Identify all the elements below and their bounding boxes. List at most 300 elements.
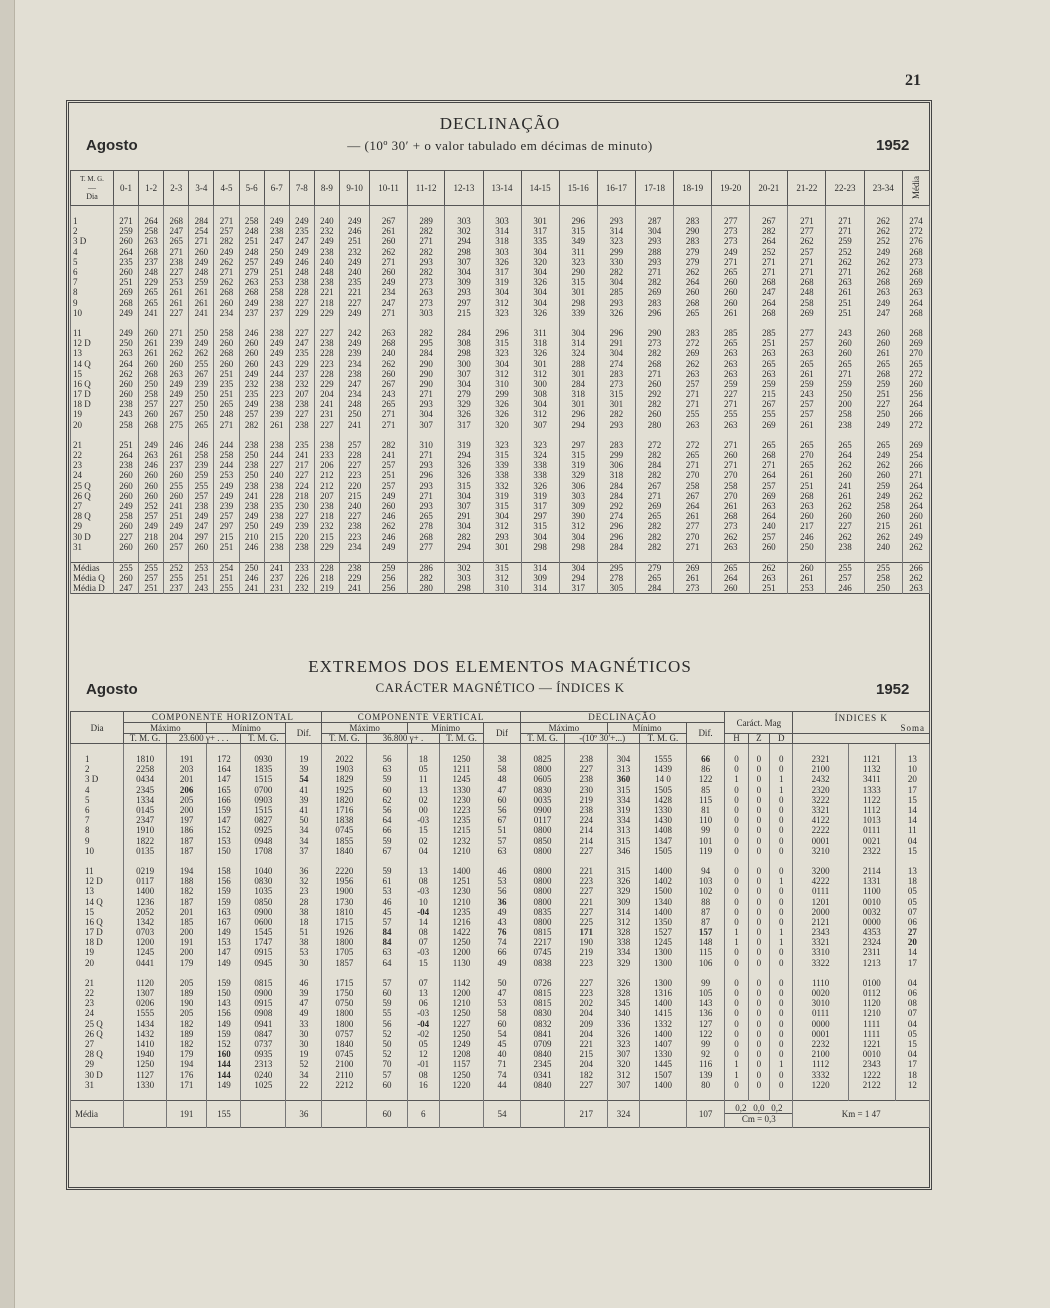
cell-value: 265 bbox=[826, 358, 864, 368]
cell-value: 0745 bbox=[322, 825, 367, 835]
cell-value: 261 bbox=[264, 420, 289, 430]
cell-value: 38 bbox=[484, 754, 520, 764]
cell-value: 319 bbox=[608, 805, 640, 815]
cell-value: 323 bbox=[483, 308, 521, 318]
cell-value: 296 bbox=[559, 409, 597, 419]
declinacao-month: Agosto bbox=[86, 137, 138, 154]
mean-value: 262 bbox=[750, 562, 788, 573]
cell-value: 164 bbox=[207, 764, 241, 774]
cell-value: 3332 bbox=[793, 1069, 848, 1079]
cell-value: 249 bbox=[264, 348, 289, 358]
cell-value: 235 bbox=[214, 379, 239, 389]
mean-value: 303 bbox=[445, 573, 483, 583]
cell-value: 47 bbox=[286, 998, 322, 1008]
cell-value: 273 bbox=[407, 277, 445, 287]
cell-value: 263 bbox=[826, 277, 864, 287]
mean-value: 294 bbox=[559, 573, 597, 583]
cell-value: 238 bbox=[289, 420, 314, 430]
table-row bbox=[71, 481, 930, 491]
cell-value: 66 bbox=[686, 754, 724, 764]
table-row bbox=[71, 846, 930, 856]
day-label: 8 bbox=[71, 287, 114, 297]
cell-value: 265 bbox=[788, 460, 826, 470]
cell-value: 1903 bbox=[322, 764, 367, 774]
table-row bbox=[71, 825, 930, 835]
cell-value: 1120 bbox=[848, 998, 895, 1008]
cell-value: 187 bbox=[166, 896, 206, 906]
cell-value: 1250 bbox=[439, 1069, 484, 1079]
cell-value: 2220 bbox=[322, 866, 367, 876]
cell-value: 46 bbox=[367, 896, 407, 906]
cell-value: 326 bbox=[483, 409, 521, 419]
cell-value: 147 bbox=[207, 815, 241, 825]
cell-value: 237 bbox=[264, 308, 289, 318]
cell-value: 92 bbox=[686, 1049, 724, 1059]
cell-value: 28 bbox=[286, 896, 322, 906]
cell-value: 272 bbox=[674, 440, 712, 450]
cell-value: 0 bbox=[748, 1049, 769, 1059]
mean-value: 241 bbox=[239, 583, 264, 594]
cell-value: 1130 bbox=[439, 958, 484, 968]
cell-value: 1555 bbox=[124, 1008, 167, 1018]
cell-value: 296 bbox=[559, 216, 597, 226]
cell-value: 270 bbox=[903, 348, 930, 358]
cell-value: 279 bbox=[674, 257, 712, 267]
cell-value: 239 bbox=[339, 348, 369, 358]
cell-value: 259 bbox=[712, 379, 750, 389]
cell-value: 48 bbox=[484, 774, 520, 784]
cell-value: 268 bbox=[139, 369, 164, 379]
cell-value: 1810 bbox=[124, 754, 167, 764]
cell-value: 264 bbox=[826, 450, 864, 460]
cell-value: 238 bbox=[164, 257, 189, 267]
cell-value: 229 bbox=[314, 542, 339, 552]
cell-value: 247 bbox=[264, 236, 289, 246]
cell-value: 49 bbox=[484, 958, 520, 968]
cell-value: 301 bbox=[559, 287, 597, 297]
cell-value: 317 bbox=[521, 501, 559, 511]
cell-value: 200 bbox=[166, 805, 206, 815]
mean-value: 229 bbox=[339, 573, 369, 583]
cell-value: 1025 bbox=[241, 1080, 286, 1090]
cell-value: 261 bbox=[164, 450, 189, 460]
cell-value: 143 bbox=[207, 998, 241, 1008]
cell-value: 101 bbox=[686, 836, 724, 846]
cell-value: 272 bbox=[674, 338, 712, 348]
cell-value: 1 bbox=[770, 774, 793, 784]
cell-value: 60 bbox=[367, 1080, 407, 1090]
cell-value: 248 bbox=[189, 267, 214, 277]
mean-value: 304 bbox=[559, 562, 597, 573]
cell-value: 249 bbox=[189, 511, 214, 521]
cell-value: 246 bbox=[239, 542, 264, 552]
cell-value: 0726 bbox=[520, 978, 565, 988]
cell-value: 257 bbox=[339, 440, 369, 450]
cell-value: 304 bbox=[597, 277, 635, 287]
cell-value: 251 bbox=[239, 236, 264, 246]
cell-value: 284 bbox=[597, 542, 635, 552]
cell-value: 0 bbox=[725, 876, 748, 886]
cell-value: 323 bbox=[521, 440, 559, 450]
cell-value: 1210 bbox=[439, 998, 484, 1008]
day-label: 18 D bbox=[71, 937, 124, 947]
cell-value: 270 bbox=[674, 531, 712, 541]
cell-value: 64 bbox=[367, 815, 407, 825]
cell-value: 260 bbox=[114, 267, 139, 277]
cell-value: 310 bbox=[407, 440, 445, 450]
cell-value: 250 bbox=[189, 389, 214, 399]
mean-value: 266 bbox=[903, 562, 930, 573]
cell-value: 1400 bbox=[640, 866, 687, 876]
cell-value: 227 bbox=[289, 298, 314, 308]
cell-value: 268 bbox=[635, 358, 673, 368]
table-row bbox=[71, 988, 930, 998]
cell-value: 238 bbox=[264, 298, 289, 308]
day-label: 29 bbox=[71, 521, 114, 531]
cell-value: 204 bbox=[565, 1008, 608, 1018]
table-row bbox=[71, 348, 930, 358]
mean-value: 260 bbox=[788, 562, 826, 573]
cell-value: 306 bbox=[597, 460, 635, 470]
cell-value: 238 bbox=[239, 440, 264, 450]
cell-value: 15 bbox=[407, 825, 439, 835]
cell-value: 324 bbox=[521, 450, 559, 460]
soma-label: Soma bbox=[900, 722, 925, 733]
cell-value: 264 bbox=[750, 511, 788, 521]
cell-value: 0 bbox=[725, 896, 748, 906]
cell-value: 1330 bbox=[640, 805, 687, 815]
cell-value: 1316 bbox=[640, 988, 687, 998]
cell-value: 241 bbox=[289, 450, 314, 460]
cell-value: 269 bbox=[635, 287, 673, 297]
cell-value: 14 bbox=[407, 917, 439, 927]
cell-value: 152 bbox=[207, 825, 241, 835]
cell-value: 219 bbox=[565, 947, 608, 957]
cell-value: 218 bbox=[314, 511, 339, 521]
day-label: 31 bbox=[71, 1080, 124, 1090]
cell-value: 18 bbox=[895, 876, 929, 886]
cell-value: 264 bbox=[139, 216, 164, 226]
cell-value: 1232 bbox=[439, 836, 484, 846]
cell-value: 253 bbox=[164, 277, 189, 287]
cell-value: 1715 bbox=[322, 978, 367, 988]
mean-value: 260 bbox=[114, 573, 139, 583]
cell-value: 0915 bbox=[241, 947, 286, 957]
cell-value: 0 bbox=[748, 1059, 769, 1069]
cell-value: 227 bbox=[565, 978, 608, 988]
spacer-row bbox=[71, 430, 930, 440]
cell-value: 66 bbox=[367, 825, 407, 835]
mean-value: 286 bbox=[407, 562, 445, 573]
cell-value: 4222 bbox=[793, 876, 848, 886]
mean-value: 261 bbox=[674, 573, 712, 583]
cell-value: 309 bbox=[559, 501, 597, 511]
cell-value: 238 bbox=[289, 277, 314, 287]
cell-value: 159 bbox=[207, 896, 241, 906]
cell-value: 56 bbox=[367, 1019, 407, 1029]
cell-value: 268 bbox=[903, 267, 930, 277]
cell-value: 182 bbox=[166, 1039, 206, 1049]
v-dif: Dif bbox=[484, 723, 520, 744]
cell-value: 317 bbox=[483, 267, 521, 277]
cell-value: 0 bbox=[725, 1029, 748, 1039]
table-row bbox=[71, 216, 930, 226]
cell-value: 40 bbox=[484, 1049, 520, 1059]
cell-value: 60 bbox=[367, 785, 407, 795]
cell-value: 1 bbox=[725, 927, 748, 937]
cell-value: 262 bbox=[864, 226, 902, 236]
cell-value: 283 bbox=[674, 216, 712, 226]
cell-value: 249 bbox=[264, 216, 289, 226]
cell-value: 07 bbox=[407, 978, 439, 988]
cell-value: 1545 bbox=[241, 927, 286, 937]
media-header bbox=[903, 171, 930, 206]
cell-value: 298 bbox=[445, 348, 483, 358]
cell-value: 147 bbox=[207, 947, 241, 957]
cell-value: 0800 bbox=[520, 846, 565, 856]
cell-value: 329 bbox=[608, 886, 640, 896]
cell-value: 1208 bbox=[439, 1049, 484, 1059]
cell-value: 230 bbox=[289, 501, 314, 511]
day-label: 23 bbox=[71, 998, 124, 1008]
cell-value: 248 bbox=[139, 267, 164, 277]
day-label: 17 D bbox=[71, 389, 114, 399]
cell-value: 227 bbox=[864, 399, 902, 409]
cell-value: 259 bbox=[114, 226, 139, 236]
cell-value: 0 bbox=[770, 795, 793, 805]
cell-value: 297 bbox=[189, 531, 214, 541]
cell-value: 262 bbox=[788, 236, 826, 246]
cell-value: 0850 bbox=[241, 896, 286, 906]
cell-value: 251 bbox=[214, 389, 239, 399]
cell-value: 14 bbox=[895, 815, 929, 825]
cell-value: 36 bbox=[286, 866, 322, 876]
mean-value: 238 bbox=[339, 562, 369, 573]
empty bbox=[241, 1100, 286, 1127]
cell-value: 00 bbox=[407, 805, 439, 815]
cell-value: 268 bbox=[370, 338, 408, 348]
v-maximo: Máximo bbox=[322, 723, 407, 734]
cell-value: 247 bbox=[370, 298, 408, 308]
cell-value: 1505 bbox=[640, 785, 687, 795]
cell-value: 0 bbox=[725, 958, 748, 968]
cell-value: 0 bbox=[748, 886, 769, 896]
day-label: 25 Q bbox=[71, 1019, 124, 1029]
cell-value: 335 bbox=[521, 236, 559, 246]
cell-value: 0 bbox=[725, 917, 748, 927]
cell-value: 0 bbox=[725, 1049, 748, 1059]
cell-value: 271 bbox=[750, 257, 788, 267]
hzd-values: 0,2 0,0 0,2 bbox=[735, 1103, 783, 1114]
day-label: 11 bbox=[71, 866, 124, 876]
cell-value: 261 bbox=[788, 369, 826, 379]
hour-header: 4-5 bbox=[214, 171, 239, 206]
cell-value: 251 bbox=[370, 470, 408, 480]
cell-value: 304 bbox=[483, 287, 521, 297]
extremos-header-row-1 bbox=[71, 712, 930, 723]
cell-value: 291 bbox=[445, 511, 483, 521]
table-row bbox=[71, 328, 930, 338]
cell-value: 63 bbox=[367, 764, 407, 774]
cell-value: 238 bbox=[339, 521, 369, 531]
cell-value: 304 bbox=[635, 226, 673, 236]
table-bottom bbox=[71, 594, 930, 595]
mean-label: Média Q bbox=[71, 573, 114, 583]
cell-value: 204 bbox=[314, 389, 339, 399]
cell-value: 1428 bbox=[640, 795, 687, 805]
cell-value: 0111 bbox=[848, 825, 895, 835]
cell-value: 246 bbox=[370, 511, 408, 521]
cell-value: 326 bbox=[597, 308, 635, 318]
cell-value: 0001 bbox=[793, 836, 848, 846]
cell-value: 271 bbox=[750, 267, 788, 277]
cell-value: 0 bbox=[725, 1008, 748, 1018]
cell-value: 214 bbox=[565, 836, 608, 846]
cell-value: 04 bbox=[895, 836, 929, 846]
cell-value: 271 bbox=[903, 470, 930, 480]
cell-value: 0935 bbox=[241, 1049, 286, 1059]
cell-value: 241 bbox=[189, 308, 214, 318]
table-row bbox=[71, 866, 930, 876]
cell-value: 240 bbox=[370, 348, 408, 358]
cell-value: 206 bbox=[314, 460, 339, 470]
cell-value: 271 bbox=[164, 247, 189, 257]
cell-value: 0841 bbox=[520, 1029, 565, 1039]
cell-value: 0 bbox=[770, 886, 793, 896]
cell-value: 215 bbox=[750, 389, 788, 399]
cell-value: 1200 bbox=[439, 988, 484, 998]
cell-value: 221 bbox=[314, 287, 339, 297]
cell-value: 246 bbox=[239, 328, 264, 338]
mean-value: 256 bbox=[370, 583, 408, 594]
cell-value: 260 bbox=[139, 470, 164, 480]
cell-value: 338 bbox=[608, 937, 640, 947]
cell-value: 249 bbox=[370, 491, 408, 501]
cell-value: 63 bbox=[367, 947, 407, 957]
cell-value: 260 bbox=[189, 542, 214, 552]
binding-margin bbox=[0, 0, 15, 1308]
cell-value: -03 bbox=[407, 886, 439, 896]
mean-value: 309 bbox=[521, 573, 559, 583]
cell-value: 253 bbox=[214, 470, 239, 480]
cell-value: 234 bbox=[214, 308, 239, 318]
cell-value: 0745 bbox=[322, 1049, 367, 1059]
cell-value: 249 bbox=[264, 257, 289, 267]
cell-value: 271 bbox=[407, 491, 445, 501]
cell-value: 1857 bbox=[322, 958, 367, 968]
cell-value: 239 bbox=[164, 338, 189, 348]
cell-value: 287 bbox=[635, 216, 673, 226]
cell-value: 260 bbox=[114, 521, 139, 531]
cell-value: 301 bbox=[521, 216, 559, 226]
cell-value: 241 bbox=[826, 481, 864, 491]
cell-value: 15 bbox=[407, 958, 439, 968]
cell-value: 04 bbox=[895, 1049, 929, 1059]
cell-value: 1040 bbox=[241, 866, 286, 876]
cell-value: 227 bbox=[565, 1080, 608, 1090]
cell-value: 328 bbox=[608, 927, 640, 937]
cell-value: 4122 bbox=[793, 815, 848, 825]
cell-value: 271 bbox=[712, 440, 750, 450]
cell-value: 0 bbox=[748, 754, 769, 764]
cell-value: 315 bbox=[559, 450, 597, 460]
cell-value: 299 bbox=[483, 389, 521, 399]
cell-value: 1750 bbox=[322, 988, 367, 998]
cell-value: 271 bbox=[164, 328, 189, 338]
cell-value: 257 bbox=[189, 491, 214, 501]
cell-value: 238 bbox=[289, 542, 314, 552]
cell-value: 260 bbox=[712, 287, 750, 297]
cell-value: 1334 bbox=[124, 795, 167, 805]
cell-value: 0 bbox=[748, 978, 769, 988]
cell-value: 08 bbox=[407, 1069, 439, 1079]
cell-value: 315 bbox=[559, 277, 597, 287]
cell-value: 1705 bbox=[322, 947, 367, 957]
cell-value: 13 bbox=[895, 754, 929, 764]
cell-value: 2232 bbox=[793, 1039, 848, 1049]
mean-value: 265 bbox=[635, 573, 673, 583]
cell-value: 0 bbox=[748, 1029, 769, 1039]
cell-value: 282 bbox=[597, 267, 635, 277]
cell-value: 323 bbox=[483, 440, 521, 450]
cell-value: 11 bbox=[407, 774, 439, 784]
cell-value: 260 bbox=[674, 287, 712, 297]
cell-value: 249 bbox=[239, 298, 264, 308]
cell-value: 240 bbox=[864, 542, 902, 552]
cell-value: 264 bbox=[674, 501, 712, 511]
cell-value: 0 bbox=[770, 1080, 793, 1090]
cell-value: 301 bbox=[483, 542, 521, 552]
cell-value: 0 bbox=[770, 764, 793, 774]
day-label: 19 bbox=[71, 409, 114, 419]
cell-value: 319 bbox=[483, 277, 521, 287]
cell-value: 30 bbox=[286, 1039, 322, 1049]
cell-value: 238 bbox=[264, 542, 289, 552]
v-minimo: Mínimo bbox=[407, 723, 484, 734]
cell-value: 1555 bbox=[640, 754, 687, 764]
cell-value: 326 bbox=[445, 470, 483, 480]
mean-value: 250 bbox=[239, 562, 264, 573]
hour-header: 13-14 bbox=[483, 171, 521, 206]
cell-value: 259 bbox=[189, 470, 214, 480]
cell-value: 250 bbox=[788, 542, 826, 552]
cell-value: 127 bbox=[686, 1019, 724, 1029]
mean-value: 259 bbox=[370, 562, 408, 573]
cell-value: 119 bbox=[686, 846, 724, 856]
cell-value: 0 bbox=[748, 846, 769, 856]
table-row bbox=[71, 876, 930, 886]
cell-value: 251 bbox=[339, 236, 369, 246]
cell-value: 215 bbox=[864, 521, 902, 531]
spacer-row bbox=[71, 206, 930, 217]
day-label: 4 bbox=[71, 785, 124, 795]
cell-value: 212 bbox=[314, 481, 339, 491]
cell-value: 269 bbox=[635, 501, 673, 511]
cell-value: 0 bbox=[748, 998, 769, 1008]
cell-value: 263 bbox=[407, 287, 445, 297]
cell-value: 262 bbox=[826, 460, 864, 470]
cell-value: 56 bbox=[367, 805, 407, 815]
cell-value: 268 bbox=[750, 277, 788, 287]
cell-value: 227 bbox=[264, 460, 289, 470]
cell-value: 271 bbox=[114, 216, 139, 226]
cell-value: 260 bbox=[114, 470, 139, 480]
cell-value: 1400 bbox=[640, 907, 687, 917]
cell-value: 264 bbox=[114, 450, 139, 460]
cell-value: 269 bbox=[114, 287, 139, 297]
extremos-table bbox=[70, 711, 930, 1128]
cell-value: 1210 bbox=[848, 1008, 895, 1018]
